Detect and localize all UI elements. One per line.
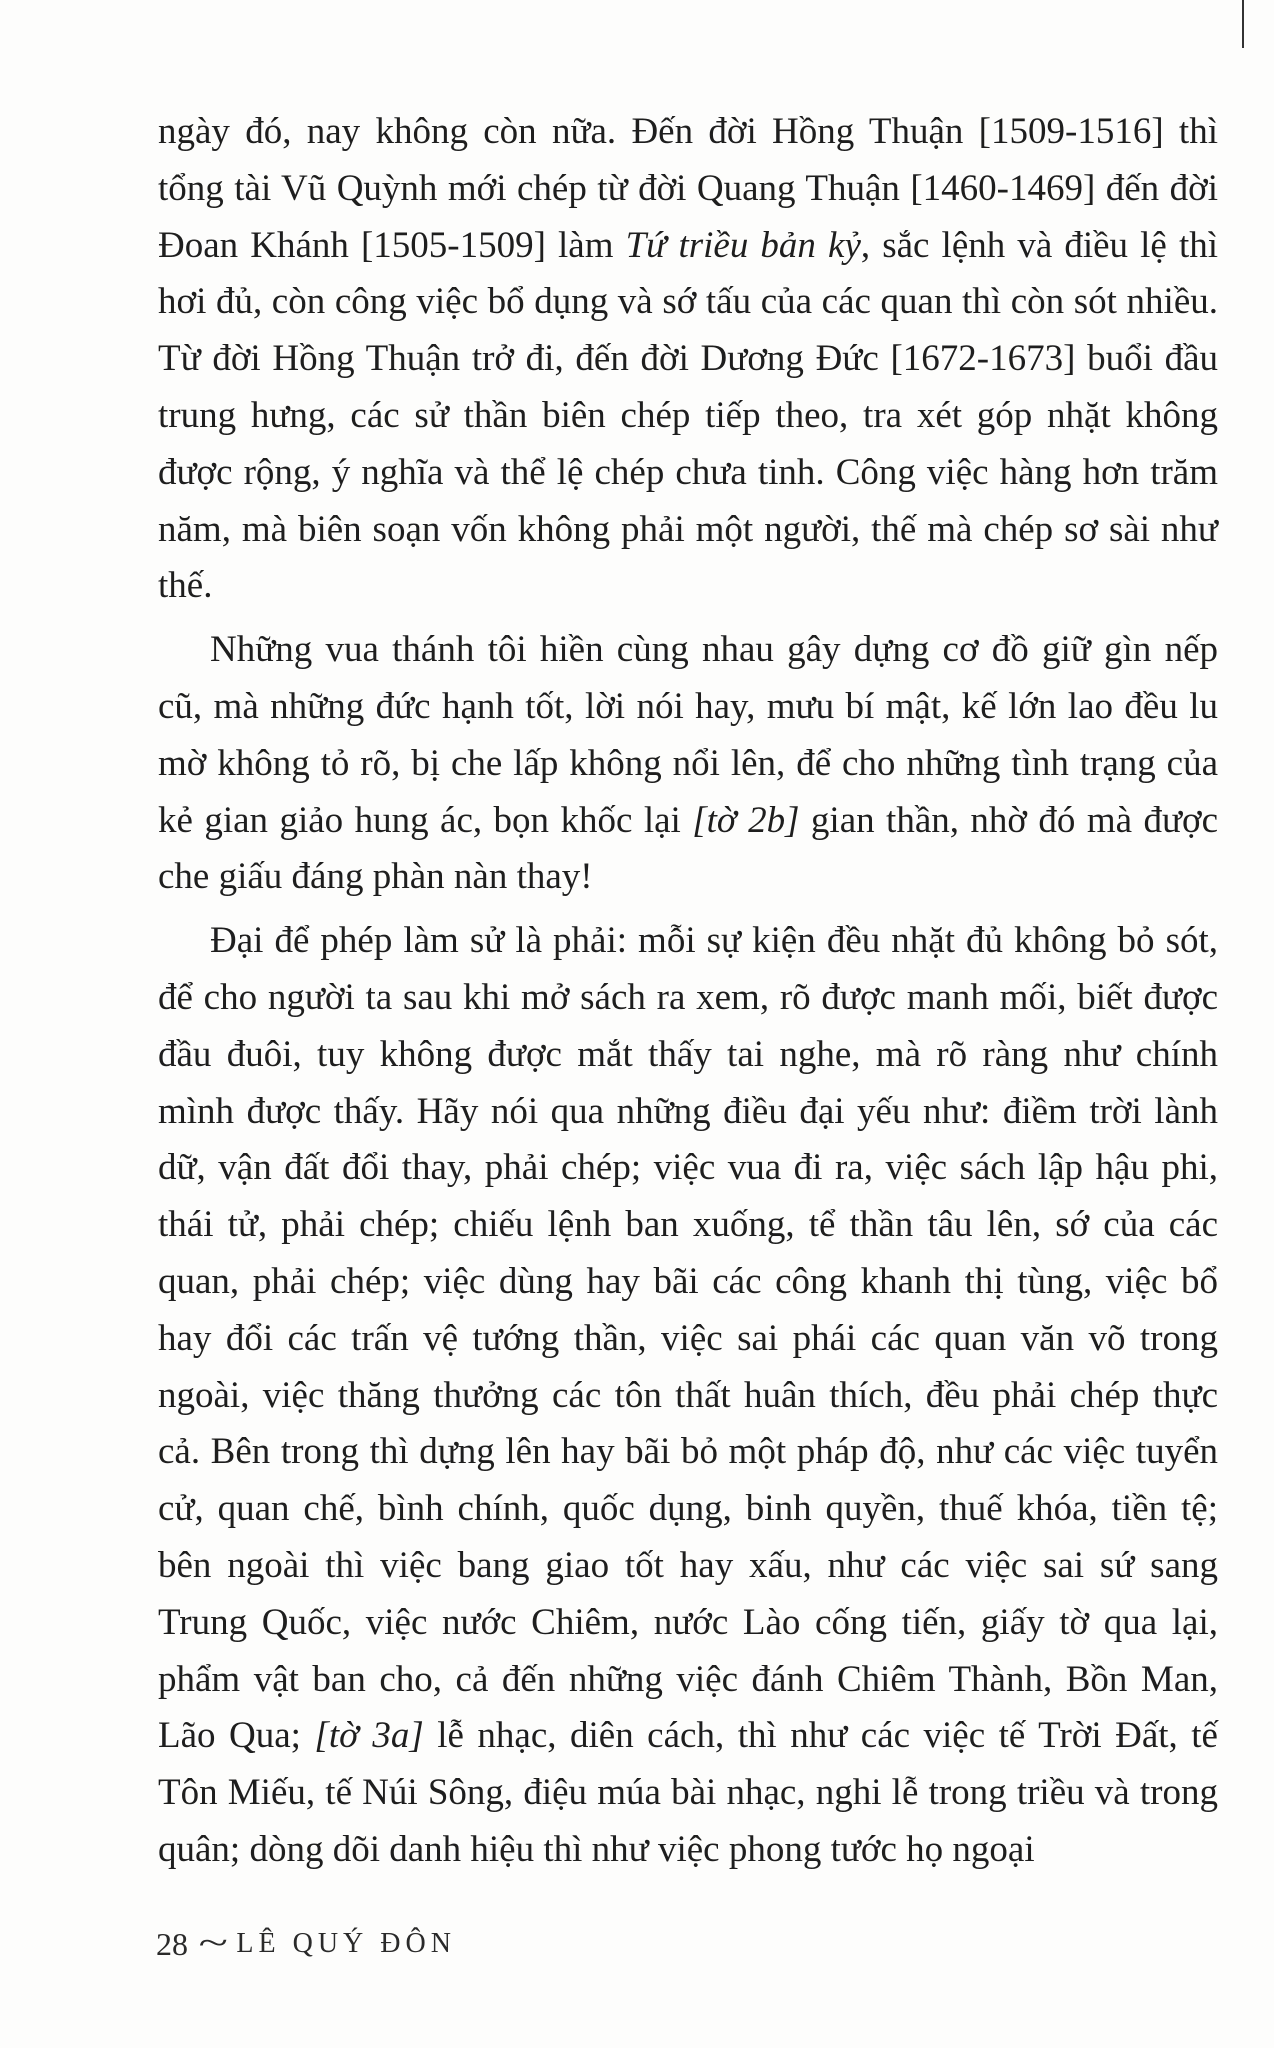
paragraph-1-text-a: ngày đó, nay không còn nữa. Đến đời Hồng Thuận [1509-1516] thì tổng tài Vũ Quỳnh mới chép từ đời Quang Thuận [1460-1469] đến đời Đoan Khánh [1505-1509] làm	[158, 111, 1218, 266]
footer-separator: ~	[198, 1925, 228, 1962]
page-number: 28	[156, 1925, 188, 1962]
page-footer	[156, 1925, 456, 1963]
paragraph-3-text-a: Đại để phép làm sử là phải: mỗi sự kiện đều nhặt đủ không bỏ sót, để cho người ta sau khi mở sách ra xem, rõ được manh mối, biết được đầu đuôi, tuy không được mắt thấy tai nghe, mà rõ ràng như chính mình được thấy. Hãy nói qua những điều đại yếu như: điềm trời lành dữ, vận đất đổi thay, phải chép; việc vua đi ra, việc sách lập hậu phi, thái tử, phải chép; chiếu lệnh ban xuống, tể thần tâu lên, sớ của các quan, phải chép; việc dùng hay bãi các công khanh thị tùng, việc bổ hay đổi các trấn vệ tướng thần, việc sai phái các quan văn võ trong ngoài, việc thăng thưởng các tôn thất huân thích, đều phải chép thực cả. Bên trong thì dựng lên hay bãi bỏ một pháp độ, như các việc tuyển cử, quan chế, bình chính, quốc dụng, binh quyền, thuế khóa, tiền tệ; bên ngoài thì việc bang giao tốt hay xấu, như các việc sai sứ sang Trung Quốc, việc nước Chiêm, nước Lào cống tiến, giấy tờ qua lại, phẩm vật ban cho, cả đến những việc đánh Chiêm Thành, Bồn Man, Lão Qua;	[158, 920, 1218, 1757]
page-edge-mark	[1242, 0, 1244, 48]
paragraph-1	[158, 104, 1218, 615]
paragraph-2-text-a: Những vua thánh tôi hiền cùng nhau gây dựng cơ đồ giữ gìn nếp cũ, mà những đức hạnh tốt, lời nói hay, mưu bí mật, kế lớn lao đều lu mờ không tỏ rõ, bị che lấp không nổi lên, để cho những tình trạng của kẻ gian giảo hung ác, bọn khốc lại	[158, 629, 1218, 841]
running-footer-author: LÊ QUÝ ĐÔN	[236, 1928, 456, 1959]
paragraph-2	[158, 622, 1218, 906]
paragraph-3	[158, 913, 1218, 1879]
paragraph-1-text-b: , sắc lệnh và điều lệ thì hơi đủ, còn công việc bổ dụng và sớ tấu của các quan thì còn sót nhiều. Từ đời Hồng Thuận trở đi, đến đời Dương Đức [1672-1673] buổi đầu trung hưng, các sử thần biên chép tiếp theo, tra xét góp nhặt không được rộng, ý nghĩa và thể lệ chép chưa tinh. Công việc hàng hơn trăm năm, mà biên soạn vốn không phải một người, thế mà chép sơ sài như thế.	[158, 224, 1219, 607]
paragraph-3-text-b: lễ nhạc, diên cách, thì như các việc tế Trời Đất, tế Tôn Miếu, tế Núi Sông, điệu múa bài nhạc, nghi lễ trong triều và trong quân; dòng dõi danh hiệu thì như việc phong tước họ ngoại	[158, 1715, 1218, 1870]
folio-marker-3a: [tờ 3a]	[314, 1715, 424, 1757]
paragraph-2-text-b: gian thần, nhờ đó mà được che giấu đáng phàn nàn thay!	[158, 799, 1218, 898]
folio-marker-2b: [tờ 2b]	[692, 799, 800, 841]
body-text	[158, 104, 1218, 1879]
book-title-italic: Tứ triều bản kỷ	[625, 224, 861, 266]
